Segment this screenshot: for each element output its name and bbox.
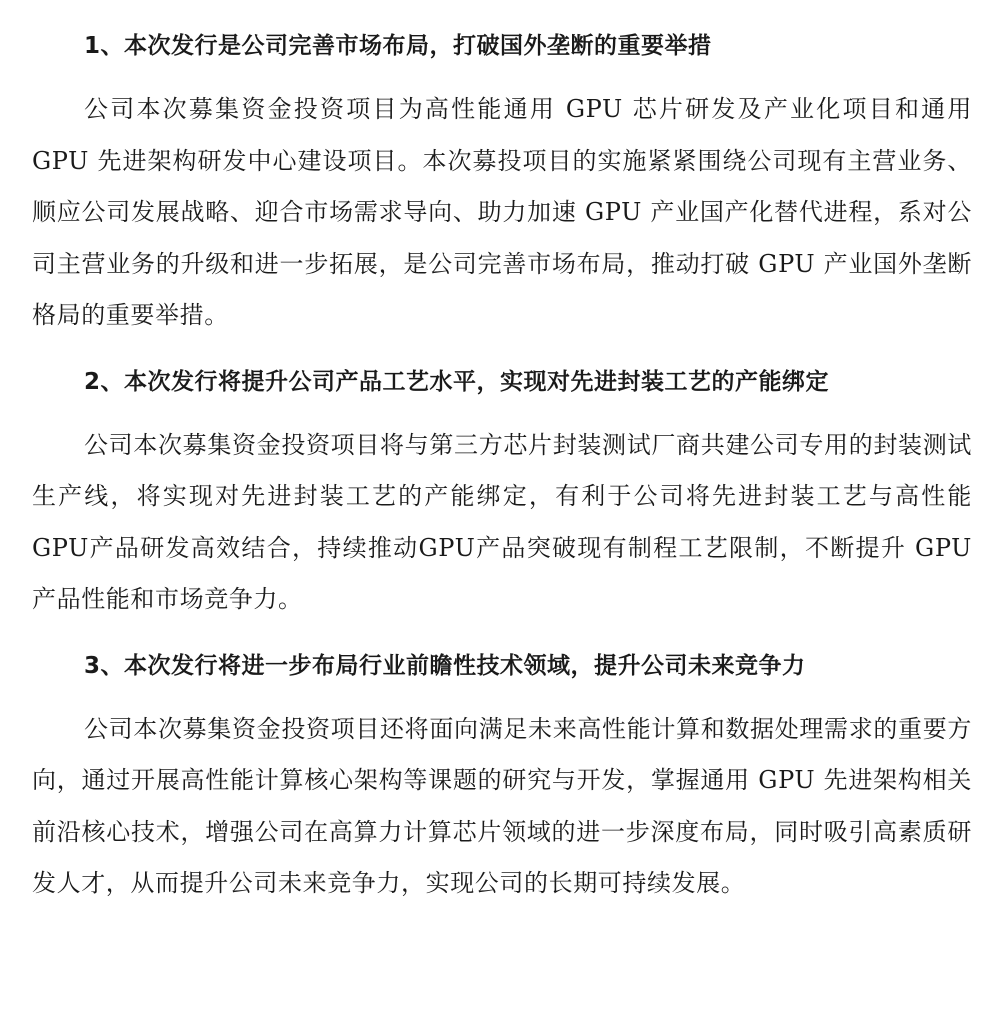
section-paragraph: 公司本次募集资金投资项目还将面向满足未来高性能计算和数据处理需求的重要方向，通过开展高性能计算核心架构等课题的研究与开发，掌握通用 GPU 先进架构相关前沿核心技术，增强公司在高算力计算芯片领域的进一步深度布局，同时吸引高素质研发人才，从而提升公司未来竞争力，实现公司的长期可持续发展。 bbox=[32, 714, 972, 897]
section-paragraph: 公司本次募集资金投资项目将与第三方芯片封装测试厂商共建公司专用的封装测试生产线，将实现对先进封装工艺的产能绑定，有利于公司将先进封装工艺与高性能GPU产品研发高效结合，持续推动GPU产品突破现有制程工艺限制，不断提升 GPU 产品性能和市场竞争力。 bbox=[32, 430, 972, 613]
section-1 bbox=[32, 20, 972, 342]
section-2 bbox=[32, 356, 972, 626]
section-heading: 2、本次发行将提升公司产品工艺水平，实现对先进封装工艺的产能绑定 bbox=[84, 368, 830, 395]
document-page bbox=[32, 20, 972, 924]
section-heading: 3、本次发行将进一步布局行业前瞻性技术领域，提升公司未来竞争力 bbox=[84, 652, 806, 679]
section-paragraph: 公司本次募集资金投资项目为高性能通用 GPU 芯片研发及产业化项目和通用 GPU 先进架构研发中心建设项目。本次募投项目的实施紧紧围绕公司现有主营业务、顺应公司发展战略、迎合市场需求导向、助力加速 GPU 产业国产化替代进程，系对公司主营业务的升级和进一步拓展，是公司完善市场布局，推动打破 GPU 产业国外垄断格局的重要举措。 bbox=[32, 95, 972, 329]
section-heading: 1、本次发行是公司完善市场布局，打破国外垄断的重要举措 bbox=[84, 33, 712, 59]
section-3 bbox=[32, 640, 972, 910]
